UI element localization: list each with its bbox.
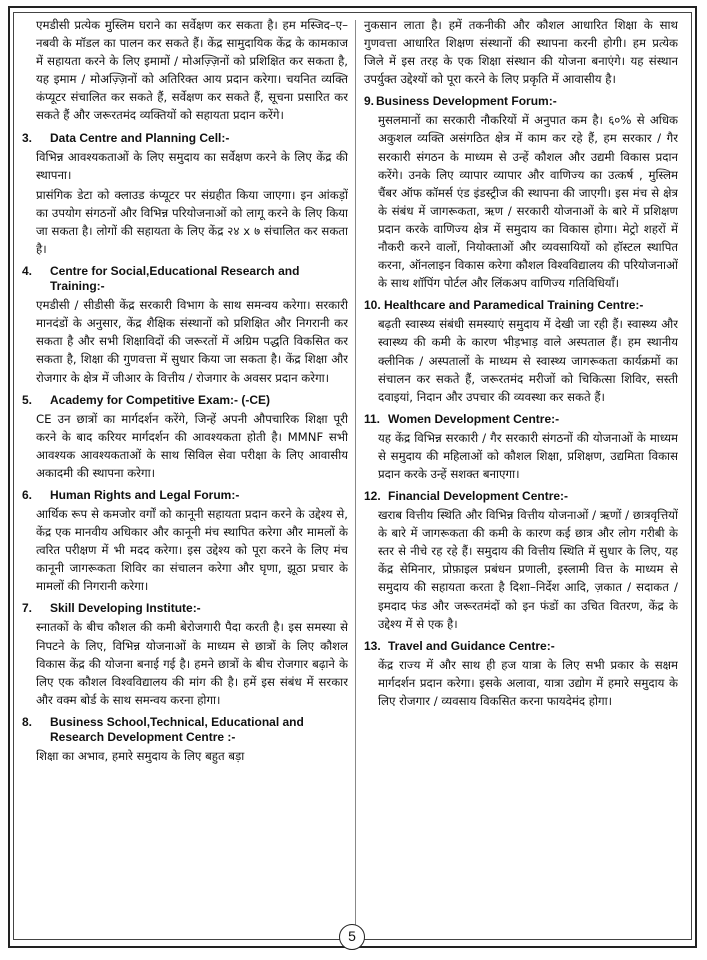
section-number: 6. bbox=[22, 487, 33, 502]
section-number: 4. bbox=[22, 264, 33, 279]
section-heading bbox=[22, 601, 348, 616]
section-heading bbox=[364, 639, 678, 654]
section-title: Travel and Guidance Centre:- bbox=[388, 638, 555, 653]
section-heading bbox=[22, 264, 348, 294]
section-number: 12. bbox=[364, 489, 381, 504]
section-4 bbox=[22, 264, 348, 386]
section-title: Women Development Centre:- bbox=[388, 411, 560, 426]
section-title: Business School,Technical, Educational and Research Development Centre :- bbox=[50, 714, 304, 744]
section-paragraph: एमडीसी / सीडीसी केंद्र सरकारी विभाग के साथ समन्वय करेगा। सरकारी मानदंडों के अनुसार, केंद्र शैक्षिक संस्थानों को प्रशिक्षित और निगरानी कर सकता है और सभी शिक्षाविदों की जरूरतों में अग्रिम पद्धति विकसित कर सकता है, शिक्षा की गुणवत्ता में सुधार किया जा सकता है। केंद्र शिक्षा और रोजगार के क्षेत्र में जीआर के वित्तीय / रोजगार के अवसर प्रदान करेगा। bbox=[36, 298, 348, 385]
section-10 bbox=[364, 298, 678, 405]
section-8 bbox=[22, 715, 348, 765]
section-12 bbox=[364, 489, 678, 633]
page-number: 5 bbox=[339, 924, 365, 950]
continued-paragraph: नुकसान लाता है। हमें तकनीकी और कौशल आधारित शिक्षा के साथ गुणवत्ता आधारित शिक्षण संस्थानों की स्थापना करनी होगी। हम प्रत्येक जिले में इस तरह के एक शिक्षा संस्थान की योजना बनाएंगे। यह संस्थान उपर्युक्त उद्देश्यों को पूरा करने के लिए प्रकृति में आवासीय है। bbox=[364, 18, 678, 87]
section-heading bbox=[22, 715, 348, 745]
section-title: Data Centre and Planning Cell:- bbox=[50, 130, 230, 145]
intro-paragraph: एमडीसी प्रत्येक मुस्लिम घराने का सर्वेक्षण कर सकता है। हम मस्जिद–ए–नबवी के मॉडल का पालन कर सकते हैं। केंद्र सामुदायिक केंद्र के कामकाज में सहायता करने के लिए इमामों / मोअज़्ज़िनों को प्रशिक्षित कर सकता है, यह इमाम / मोअज़्ज़िनों को अतिरिक्त आय प्रदान करेगा। चयनित व्यक्ति कंप्यूटर संचालित कर सकते हैं, सर्वेक्षण कर सकते हैं, सूचना प्रसारित कर सकते हैं और जरूरतमंद व्यक्तियों को सहायता प्रदान करेंगे। bbox=[36, 18, 348, 123]
section-paragraph: विभिन्न आवश्यकताओं के लिए समुदाय का सर्वेक्षण करने के लिए केंद्र की स्थापना। bbox=[36, 149, 348, 182]
section-heading bbox=[22, 488, 348, 503]
section-number: 5. bbox=[22, 392, 33, 407]
section-7 bbox=[22, 601, 348, 708]
section-paragraph: आर्थिक रूप से कमजोर वर्गों को कानूनी सहायता प्रदान करने के उद्देश्य से, केंद्र एक मानवीय अधिकार और कानूनी मंच स्थापित करेगा और मामलों के त्वरित परीक्षण में भी मदद करेगा। इस उद्देश्य को पूरा करने के लिए मंच कानूनी जागरूकता शिविर का संचालन करेगा और घृणा, झूठा प्रचार के मामलों की निगरानी करेगा। bbox=[36, 506, 348, 594]
section-paragraph: यह केंद्र विभिन्न सरकारी / गैर सरकारी संगठनों की योजनाओं के माध्यम से समुदाय की महिलाओं को कौशल शिक्षा, प्रशिक्षण, उद्यमिता विकास प्रदान करके उन्हें सशक्त बनाएगा। bbox=[378, 430, 678, 481]
section-heading bbox=[364, 94, 678, 109]
section-title: Business Development Forum:- bbox=[376, 94, 557, 109]
section-paragraph: मुसलमानों का सरकारी नौकरियों में अनुपात कम है। ६०% से अधिक अकुशल व्यक्ति असंगठित क्षेत्र में काम कर रहे हैं, हम सरकार / गैर सरकारी संगठन के माध्यम से उन्हें कौशल और उद्यमी विकास प्रदान करेंगे। उनके लिए व्यापार व्यापार और वाणिज्य का उत्कर्ष , मुस्लिम चैंबर ऑफ कॉमर्स एंड इंडस्ट्रीज की स्थापना की जाएगी। इस मंच से क्षेत्र के संबंध में जागरूकता, ऋण / सरकारी योजनाओं के बारे में प्रशिक्षण प्रदान करके वाणिज्य क्षेत्र में समुदाय का विकास होगा। मेट्रो शहरों में नौकरी करने वालों, नियोक्ताओं और व्यवसायियों को हॉस्टल स्थापित करना, ऑनलाइन विकास करेगा कौशल विश्वविद्यालय की परियोजनाओं के साथ शॉपिंग पोर्टल और लिंकअप वाणिज्य गतिविधियाँ। bbox=[378, 113, 678, 291]
section-9 bbox=[364, 94, 678, 292]
section-number: 3. bbox=[22, 130, 33, 145]
section-paragraph: केंद्र राज्य में और साथ ही हज यात्रा के लिए सभी प्रकार के सक्षम मार्गदर्शन प्रदान करेगा। इसके अलावा, यात्रा उद्योग में हमारे समुदाय के लिए रोजगार / व्यवसाय विकसित करना फायदेमंद होगा। bbox=[378, 657, 678, 708]
section-number: 11. bbox=[364, 411, 381, 426]
section-number: 7. bbox=[22, 601, 33, 616]
section-title: Skill Developing Institute:- bbox=[50, 601, 201, 616]
section-number: 13. bbox=[364, 638, 381, 653]
section-paragraph: CE उन छात्रों का मार्गदर्शन करेंगे, जिन्हें अपनी औपचारिक शिक्षा पूरी करने के बाद करियर मार्गदर्शन की आवश्यकता होती है। MMNF सभी आवश्यक आवश्यकताओं के साथ सिविल सेवा परीक्षा के लिए आवासीय अकादमी की स्थापना करेगा। bbox=[36, 411, 348, 480]
section-heading bbox=[364, 489, 678, 504]
section-paragraph: बढ़ती स्वास्थ्य संबंधी समस्याएं समुदाय में देखी जा रही हैं। स्वास्थ्य और स्वास्थ्य की कमी के कारण भीड़भाड़ वाले अस्पताल हैं। हम स्थानीय क्लीनिक / अस्पतालों के माध्यम से स्वास्थ्य जागरूकता कार्यक्रमों का संचालन कर सकते हैं, जरूरतमंद मरीजों को चिकित्सा शिविर, सस्ती दवाइयां, निदान और उपचार की व्यवस्था कर सकते हैं। bbox=[378, 317, 678, 404]
section-6 bbox=[22, 488, 348, 595]
right-column bbox=[364, 16, 678, 716]
section-title: Centre for Social,Educational Research and Training:- bbox=[50, 264, 300, 294]
left-column bbox=[22, 16, 348, 765]
section-11 bbox=[364, 412, 678, 483]
section-5 bbox=[22, 393, 348, 482]
section-number: 9. bbox=[364, 94, 375, 109]
section-heading bbox=[364, 412, 678, 427]
section-paragraph: प्रासंगिक डेटा को क्लाउड कंप्यूटर पर संग्रहीत किया जाएगा। इन आंकड़ों का उपयोग संगठनों और विभिन्न परियोजनाओं को लागू करने के लिए किया जा सकता है। लोगों की सहायता के लिए केंद्र २४ x ७ संचालित कर सकता है। bbox=[36, 187, 348, 257]
section-title: Academy for Competitive Exam:- (-CE) bbox=[50, 392, 271, 407]
section-13 bbox=[364, 639, 678, 710]
section-paragraph: स्नातकों के बीच कौशल की कमी बेरोजगारी पैदा करती है। इस समस्या से निपटने के लिए, विभिन्न योजनाओं के माध्यम से छात्रों के लिए कौशल विकास केंद्र की योजना बनाई गई है। हमने छात्रों के बीच रोजगार बढ़ाने के लिए एक कौशल विश्वविद्यालय की मांग की है। हमें इस संबंध में सरकार और वक्म बोर्ड के साथ समन्वय करना होगा। bbox=[36, 620, 348, 707]
section-number: 8. bbox=[22, 714, 33, 729]
section-title: Healthcare and Paramedical Training Centre:- bbox=[384, 298, 644, 313]
section-heading bbox=[22, 393, 348, 408]
section-number: 10. bbox=[364, 298, 381, 313]
section-paragraph: खराब वित्तीय स्थिति और विभिन्न वित्तीय योजनाओं / ऋणों / छात्रवृत्तियों के बारे में जागरूकता की कमी के कारण कई छात्र और लोग गरीबी के स्तर से नीचे रह रहे हैं। समुदाय की वित्तीय स्थिति में सुधार के लिए, यह केंद्र सेमिनार, प्रोफ़ाइल प्रबंधन प्रणाली, इस्लामी वित्त के माध्यम से समुदाय की सहायता करता है दिशा–निर्देश आदि, ज़कात / सदाकत / इमदाद फंड और जरूरतमंदों को इन फंडों का उचित वितरण, केंद्र के उद्देश्य में से एक है। bbox=[378, 508, 678, 631]
section-heading bbox=[364, 298, 678, 313]
column-divider bbox=[355, 20, 356, 925]
section-paragraph: शिक्षा का अभाव, हमारे समुदाय के लिए बहुत बड़ा bbox=[36, 748, 245, 763]
section-3 bbox=[22, 131, 348, 259]
section-title: Financial Development Centre:- bbox=[388, 489, 569, 504]
section-title: Human Rights and Legal Forum:- bbox=[50, 487, 240, 502]
section-heading bbox=[22, 131, 348, 146]
